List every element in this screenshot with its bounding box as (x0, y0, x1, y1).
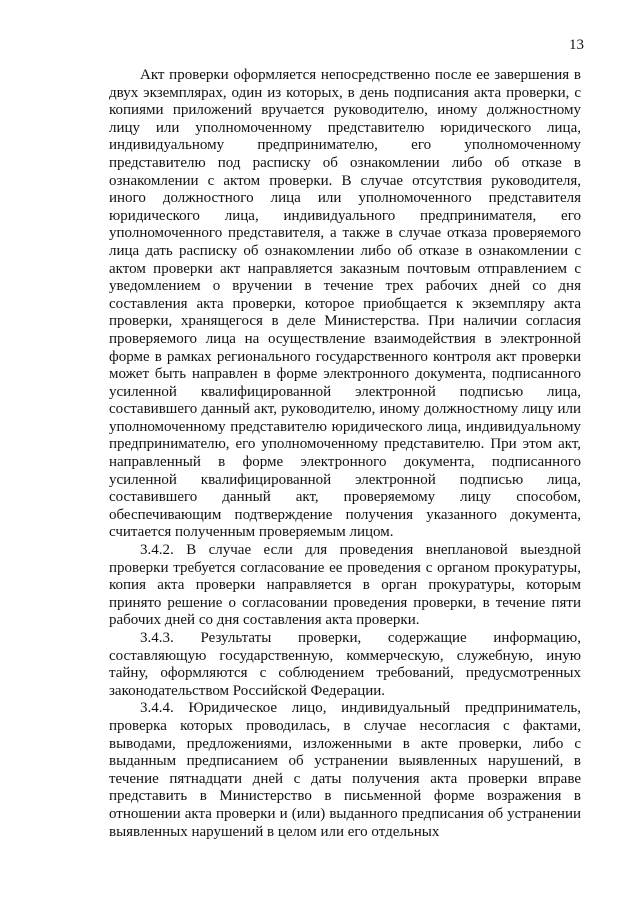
paragraph-3-4-4 (109, 700, 581, 841)
page-number: 13 (569, 37, 584, 53)
paragraph-number: 3.4.4. (140, 700, 174, 717)
paragraph-number: 3.4.2. (140, 542, 174, 559)
paragraph-act-delivery (109, 67, 581, 542)
document-body (109, 67, 581, 841)
paragraph-3-4-2 (109, 542, 581, 630)
paragraph-text: Юридическое лицо, индивидуальный предприниматель, проверка которых проводилась, в случае несогласия с фактами, выводами, предложениями, изложенными в акте проверки, либо с выданным предписанием об устранении выявленных нарушений, в течение пятнадцати дней с даты получения акта проверки вправе представить в Министерство в письменной форме возражения в отношении акта проверки и (или) выданного предписания об устранении выявленных нарушений в целом или его отдельных (109, 700, 581, 840)
paragraph-3-4-3 (109, 630, 581, 700)
paragraph-text: В случае если для проведения внеплановой выездной проверки требуется согласование ее проведения с органом прокуратуры, копия акта проверки направляется в орган прокуратуры, которым принято решение о согласовании проведения проверки, в течение пяти рабочих дней со дня составления акта проверки. (109, 542, 581, 629)
paragraph-text: Акт проверки оформляется непосредственно после ее завершения в двух экземплярах, один из которых, в день подписания акта проверки, с копиями приложений вручается руководителю, иному должностному лицу или уполномоченному представителю юридического лица, индивидуальному предпринимателю, его уполномоченному представителю под расписку об ознакомлении либо об отказе в ознакомлении с актом проверки. В случае отсутствия руководителя, иного должностного лица или уполномоченного представителя юридического лица, индивидуального предпринимателя, его уполномоченного представителя, а также в случае отказа проверяемого лица дать расписку об ознакомлении либо об отказе в ознакомлении с актом проверки акт направляется заказным почтовым отправлением с уведомлением о вручении в течение трех рабочих дней со дня составления акта проверки, которое приобщается к экземпляру акта проверки, хранящегося в деле Министерства. При наличии согласия проверяемого лица на осуществление взаимодействия в электронной форме в рамках регионального государственного контроля акт проверки может быть направлен в форме электронного документа, подписанного усиленной квалифицированной электронной подписью лица, составившего данный акт, руководителю, иному должностному лицу или уполномоченному представителю юридического лица, индивидуальному предпринимателю, его уполномоченному представителю. При этом акт, направленный в форме электронного документа, подписанного усиленной квалифицированной электронной подписью лица, составившего данный акт, проверяемому лицу способом, обеспечивающим подтверждение получения указанного документа, считается полученным проверяемым лицом. (109, 67, 581, 541)
paragraph-text: Результаты проверки, содержащие информацию, составляющую государственную, коммерческую, служебную, иную тайну, оформляются с соблюдением требований, предусмотренных законодательством Российской Федерации. (109, 630, 581, 699)
paragraph-number: 3.4.3. (140, 630, 174, 646)
